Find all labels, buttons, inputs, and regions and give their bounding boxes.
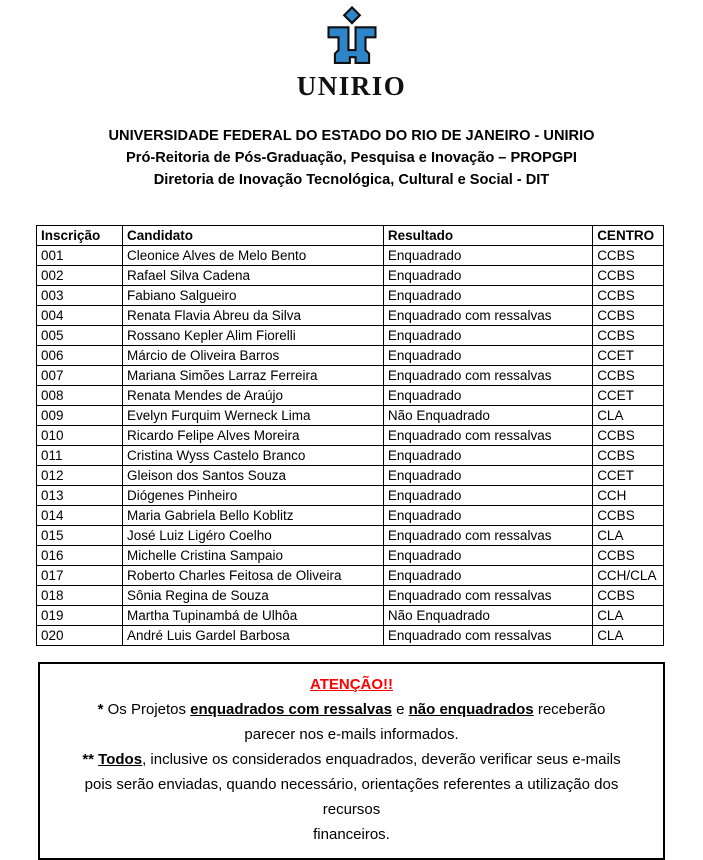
cell-centro: CCBS (593, 286, 664, 306)
cell-centro: CLA (593, 626, 664, 646)
cell-resultado: Enquadrado com ressalvas (383, 366, 592, 386)
cell-centro: CCBS (593, 546, 664, 566)
cell-centro: CLA (593, 526, 664, 546)
cell-resultado: Enquadrado (383, 246, 592, 266)
notice-line-2: parecer nos e-mails informados. (244, 726, 459, 743)
notice-line-5: financeiros. (313, 826, 390, 843)
cell-candidato: Ricardo Felipe Alves Moreira (122, 426, 383, 446)
cell-candidato: André Luis Gardel Barbosa (122, 626, 383, 646)
table-row (37, 566, 664, 586)
table-row (37, 586, 664, 606)
cell-centro: CCET (593, 386, 664, 406)
cell-centro: CCBS (593, 266, 664, 286)
table-row (37, 326, 664, 346)
org-header-line2: Pró-Reitoria de Pós-Graduação, Pesquisa e Inovação – PROPGPI (126, 150, 577, 166)
cell-centro: CLA (593, 406, 664, 426)
table-row (37, 306, 664, 326)
logo-diamond-shape (344, 7, 360, 23)
logo-u-shape (328, 27, 375, 63)
cell-resultado: Enquadrado (383, 506, 592, 526)
cell-inscricao: 019 (37, 606, 123, 626)
notice-line-1: * Os Projetos enquadrados com ressalvas e não enquadrados receberão (97, 701, 606, 718)
notice-underline-ressalvas: enquadrados com ressalvas (190, 701, 392, 718)
table-row (37, 386, 664, 406)
cell-inscricao: 004 (37, 306, 123, 326)
table-row (37, 546, 664, 566)
cell-candidato: Evelyn Furquim Werneck Lima (122, 406, 383, 426)
cell-inscricao: 010 (37, 426, 123, 446)
cell-resultado: Enquadrado (383, 446, 592, 466)
cell-inscricao: 001 (37, 246, 123, 266)
cell-centro: CCBS (593, 246, 664, 266)
cell-centro: CCET (593, 346, 664, 366)
cell-resultado: Enquadrado (383, 546, 592, 566)
cell-inscricao: 007 (37, 366, 123, 386)
table-row (37, 626, 664, 646)
cell-centro: CLA (593, 606, 664, 626)
cell-inscricao: 009 (37, 406, 123, 426)
cell-resultado: Enquadrado com ressalvas (383, 526, 592, 546)
cell-centro: CCBS (593, 586, 664, 606)
cell-candidato: Cristina Wyss Castelo Branco (122, 446, 383, 466)
notice-underline-nao-enquadrados: não enquadrados (408, 701, 534, 718)
cell-resultado: Não Enquadrado (383, 606, 592, 626)
cell-inscricao: 003 (37, 286, 123, 306)
cell-inscricao: 020 (37, 626, 123, 646)
cell-inscricao: 018 (37, 586, 123, 606)
cell-inscricao: 017 (37, 566, 123, 586)
cell-candidato: Cleonice Alves de Melo Bento (122, 246, 383, 266)
unirio-logo-icon (314, 6, 390, 70)
cell-inscricao: 012 (37, 466, 123, 486)
cell-candidato: José Luiz Ligéro Coelho (122, 526, 383, 546)
cell-inscricao: 015 (37, 526, 123, 546)
cell-resultado: Enquadrado (383, 486, 592, 506)
notice-line-3: ** Todos, inclusive os considerados enquadrados, deverão verificar seus e-mails (82, 751, 621, 768)
table-header-row (37, 226, 664, 246)
org-header (0, 125, 703, 191)
cell-resultado: Enquadrado (383, 466, 592, 486)
cell-candidato: Rossano Kepler Alim Fiorelli (122, 326, 383, 346)
table-row (37, 466, 664, 486)
org-header-line1: UNIVERSIDADE FEDERAL DO ESTADO DO RIO DE JANEIRO - UNIRIO (108, 128, 595, 144)
cell-resultado: Enquadrado (383, 386, 592, 406)
cell-resultado: Enquadrado com ressalvas (383, 306, 592, 326)
table-row (37, 286, 664, 306)
table-row (37, 446, 664, 466)
unirio-logo (0, 0, 703, 102)
cell-resultado: Enquadrado com ressalvas (383, 586, 592, 606)
cell-centro: CCH/CLA (593, 566, 664, 586)
column-header-inscricao: Inscrição (37, 226, 123, 246)
cell-inscricao: 005 (37, 326, 123, 346)
cell-centro: CCBS (593, 506, 664, 526)
cell-candidato: Mariana Simões Larraz Ferreira (122, 366, 383, 386)
cell-centro: CCBS (593, 306, 664, 326)
attention-notice-box (38, 662, 665, 860)
cell-candidato: Márcio de Oliveira Barros (122, 346, 383, 366)
cell-resultado: Não Enquadrado (383, 406, 592, 426)
cell-centro: CCBS (593, 366, 664, 386)
cell-centro: CCBS (593, 446, 664, 466)
cell-resultado: Enquadrado com ressalvas (383, 626, 592, 646)
notice-underline-todos: Todos (98, 751, 143, 768)
org-header-line3: Diretoria de Inovação Tecnológica, Cultural e Social - DIT (153, 172, 550, 188)
cell-candidato: Roberto Charles Feitosa de Oliveira (122, 566, 383, 586)
cell-centro: CCBS (593, 426, 664, 446)
table-row (37, 246, 664, 266)
cell-candidato: Fabiano Salgueiro (122, 286, 383, 306)
cell-inscricao: 008 (37, 386, 123, 406)
column-header-centro: CENTRO (593, 226, 664, 246)
column-header-resultado: Resultado (383, 226, 592, 246)
results-table-body (37, 246, 664, 646)
cell-candidato: Renata Mendes de Araújo (122, 386, 383, 406)
cell-resultado: Enquadrado com ressalvas (383, 426, 592, 446)
cell-centro: CCET (593, 466, 664, 486)
cell-candidato: Martha Tupinambá de Ulhôa (122, 606, 383, 626)
table-row (37, 346, 664, 366)
table-row (37, 426, 664, 446)
table-row (37, 266, 664, 286)
cell-candidato: Renata Flavia Abreu da Silva (122, 306, 383, 326)
table-row (37, 606, 664, 626)
cell-resultado: Enquadrado (383, 266, 592, 286)
cell-candidato: Michelle Cristina Sampaio (122, 546, 383, 566)
cell-inscricao: 011 (37, 446, 123, 466)
cell-inscricao: 014 (37, 506, 123, 526)
table-row (37, 366, 664, 386)
table-row (37, 486, 664, 506)
table-row (37, 526, 664, 546)
cell-resultado: Enquadrado (383, 326, 592, 346)
cell-centro: CCH (593, 486, 664, 506)
cell-inscricao: 006 (37, 346, 123, 366)
cell-resultado: Enquadrado (383, 346, 592, 366)
notice-line-4: pois serão enviadas, quando necessário, orientações referentes a utilização dos recursos (84, 776, 619, 818)
column-header-candidato: Candidato (122, 226, 383, 246)
table-row (37, 406, 664, 426)
cell-resultado: Enquadrado (383, 286, 592, 306)
notice-asterisk: * (97, 701, 108, 718)
table-row (37, 506, 664, 526)
cell-candidato: Diógenes Pinheiro (122, 486, 383, 506)
cell-centro: CCBS (593, 326, 664, 346)
cell-inscricao: 013 (37, 486, 123, 506)
cell-candidato: Rafael Silva Cadena (122, 266, 383, 286)
cell-candidato: Gleison dos Santos Souza (122, 466, 383, 486)
results-table (36, 225, 664, 646)
cell-inscricao: 002 (37, 266, 123, 286)
notice-title: ATENÇÃO!! (309, 676, 394, 693)
cell-candidato: Sônia Regina de Souza (122, 586, 383, 606)
notice-double-asterisk: ** (82, 751, 99, 768)
cell-candidato: Maria Gabriela Bello Koblitz (122, 506, 383, 526)
cell-inscricao: 016 (37, 546, 123, 566)
unirio-wordmark: UNIRIO (296, 71, 407, 101)
cell-resultado: Enquadrado (383, 566, 592, 586)
